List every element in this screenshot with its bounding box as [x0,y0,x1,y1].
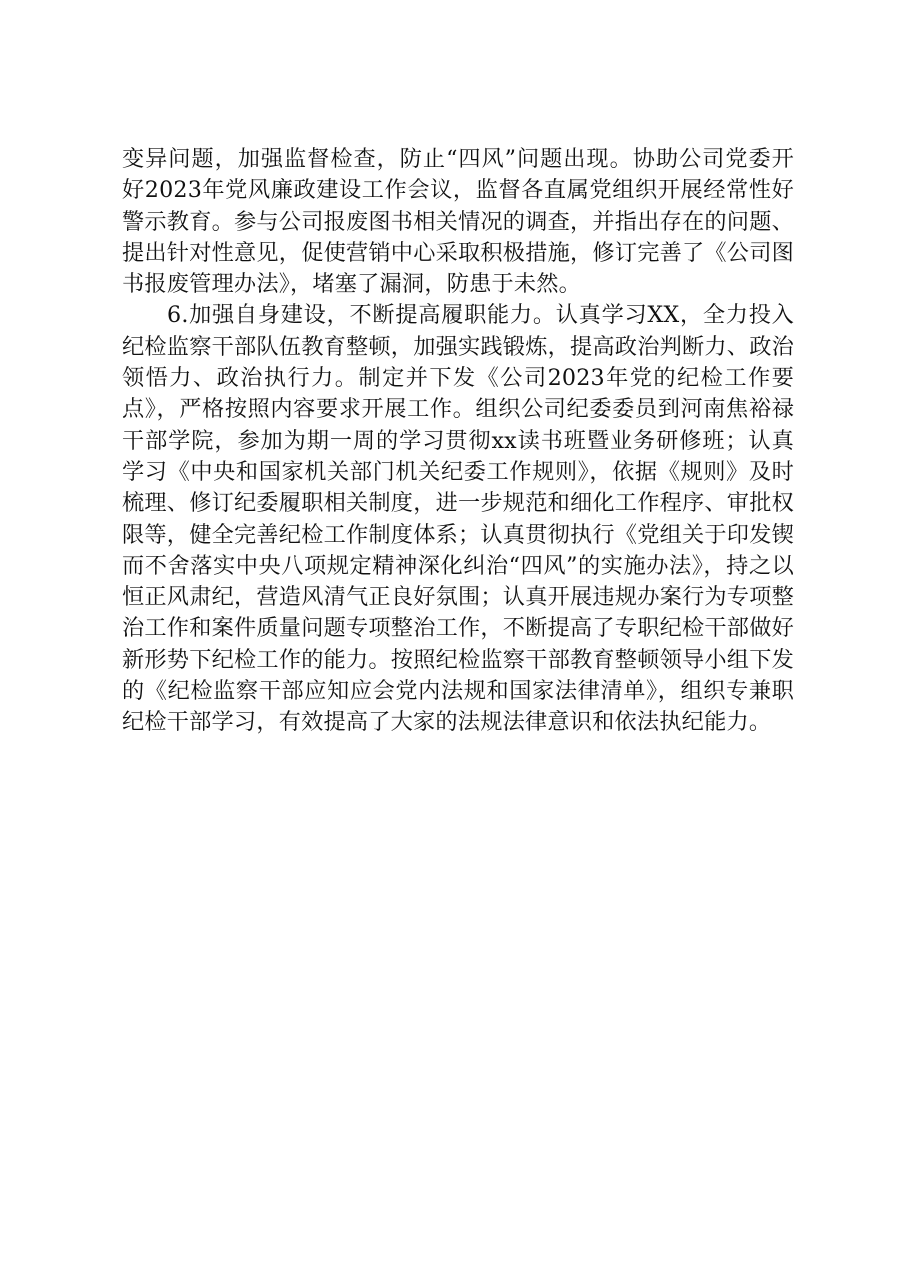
paragraph-continued: 变异问题，加强监督检查，防止“四风”问题出现。协助公司党委开好2023年党风廉政建设工作会议，监督各直属党组织开展经常性好警示教育。参与公司报废图书相关情况的调查，并指出存在的问题、提出针对性意见，促使营销中心采取积极措施，修订完善了《公司图书报废管理办法》，堵塞了漏洞，防患于未然。 [122,146,794,298]
paragraph-section-6: 6.加强自身建设，不断提高履职能力。认真学习XX，全力投入纪检监察干部队伍教育整顿，加强实践锻炼，提高政治判断力、政治领悟力、政治执行力。制定并下发《公司2023年党的纪检工作要点》，严格按照内容要求开展工作。组织公司纪委委员到河南焦裕禄干部学院，参加为期一周的学习贯彻xx读书班暨业务研修班；认真学习《中央和国家机关部门机关纪委工作规则》，依据《规则》及时梳理、修订纪委履职相关制度，进一步规范和细化工作程序、审批权限等，健全完善纪检工作制度体系；认真贯彻执行《党组关于印发锲而不舍落实中央八项规定精神深化纠治“四风”的实施办法》，持之以恒正风肃纪，营造风清气正良好氛围；认真开展违规办案行为专项整治工作和案件质量问题专项整治工作，不断提高了专职纪检干部做好新形势下纪检工作的能力。按照纪检监察干部教育整顿领导小组下发的《纪检监察干部应知应会党内法规和国家法律清单》，组织专兼职纪检干部学习，有效提高了大家的法规法律意识和依法执纪能力。 [122,302,794,736]
document-body [122,144,794,739]
